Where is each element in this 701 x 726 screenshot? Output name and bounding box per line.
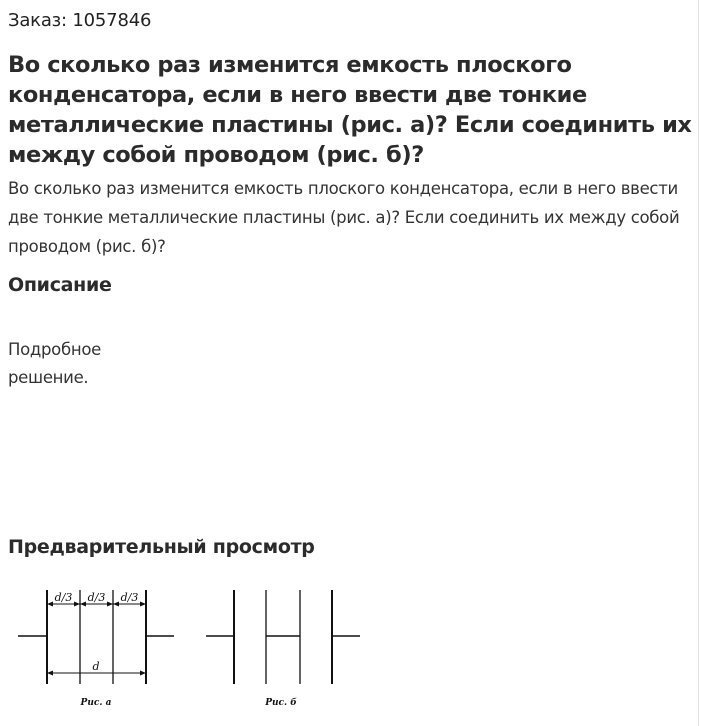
caption-figure-b: Рис. б (265, 698, 297, 708)
page-title: Во сколько раз изменится емкость плоского конденсатора, если в него ввести две тонкие металлические пластины (рис. а)? Если соединить их между собой проводом (рис. б)? (8, 52, 692, 168)
preview-heading: Предварительный просмотр (8, 536, 315, 558)
total-distance-label: d (92, 660, 100, 673)
segment-label-2: d/3 (87, 591, 106, 604)
description-heading: Описание (8, 274, 112, 296)
segment-label-1: d/3 (54, 591, 73, 604)
order-number: Заказ: 1057846 (8, 10, 152, 31)
task-description: Во сколько раз изменится емкость плоского конденсатора, если в него ввести две тонкие металлические пластины (рис. а)? Если соединить их между собой проводом (рис. б)? (8, 179, 680, 256)
preview-figure (0, 580, 380, 720)
segment-label-3: d/3 (120, 591, 139, 604)
description-text: Подробное решение. (8, 340, 101, 387)
caption-figure-a: Рис. а (80, 698, 112, 708)
capacitor-diagram (0, 580, 380, 720)
